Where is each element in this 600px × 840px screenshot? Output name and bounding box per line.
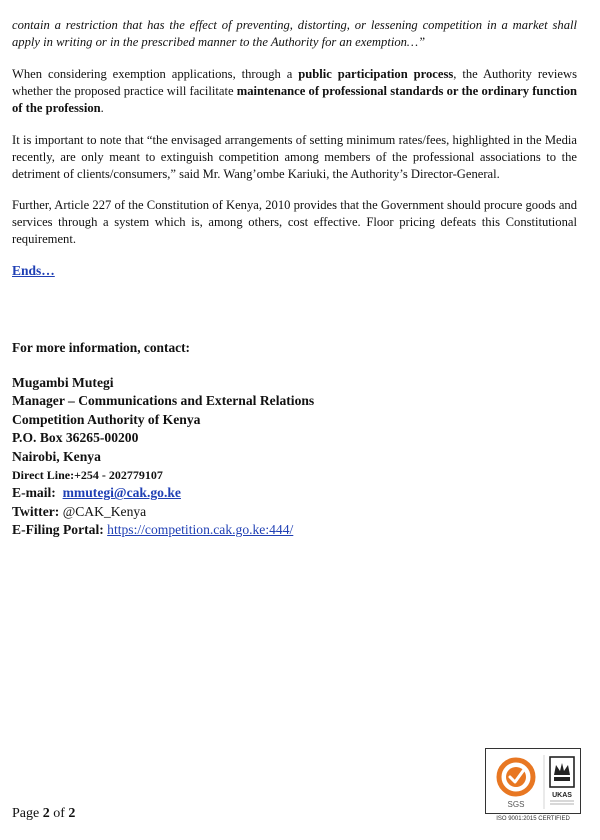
iso-certified-text: ISO 9001:2015 CERTIFIED: [496, 816, 570, 822]
contact-city: Nairobi, Kenya: [12, 448, 101, 464]
exemption-text-end: .: [100, 101, 104, 115]
ends-link[interactable]: Ends…: [12, 263, 55, 278]
page-current: 2: [42, 806, 50, 821]
contact-block: [12, 374, 314, 540]
page-number: [12, 806, 75, 822]
certification-logo-box: [485, 748, 581, 814]
sgs-label: SGS: [507, 800, 525, 809]
exemption-paragraph: [12, 66, 577, 117]
exemption-text-start: When considering exemption applications, through a: [12, 67, 299, 81]
contact-heading: For more information, contact:: [12, 340, 191, 355]
sgs-logo-icon: [499, 760, 533, 809]
portal-label: E-Filing Portal:: [12, 522, 104, 538]
of-word: of: [53, 806, 65, 821]
page-word: Page: [12, 806, 40, 821]
contact-title: Manager – Communications and External Relations: [12, 393, 315, 409]
contact-direct-line: Direct Line:+254 - 202779107: [12, 468, 163, 483]
contact-twitter-row: [12, 503, 314, 521]
twitter-label: Twitter:: [12, 503, 60, 519]
email-label: E-mail:: [12, 485, 56, 501]
iso-certification-badge: [485, 748, 581, 828]
public-participation-bold: public participation process: [298, 67, 454, 81]
director-quote-paragraph: It is important to note that “the envisaged arrangements of setting minimum rates/fees, highlighted in the Media recently, are only meant to extinguish competition among members of the professional associations to the detriment of clients/consumers,” said Mr. Wang’ombe Kariuki, the Authority’s Director-General.: [12, 133, 577, 181]
certification-logos: [486, 749, 582, 815]
contact-email-row: [12, 484, 314, 502]
contact-portal-row: [12, 521, 314, 539]
portal-link[interactable]: https://competition.cak.go.ke:444/: [107, 522, 294, 538]
contact-po-box: P.O. Box 36265-00200: [12, 430, 139, 446]
contact-name: Mugambi Mutegi: [12, 375, 114, 390]
twitter-handle: @CAK_Kenya: [62, 503, 147, 519]
professional-standards-bold: maintenance of professional standards or the ordinary function of the profession: [12, 84, 578, 115]
contact-org: Competition Authority of Kenya: [12, 411, 201, 427]
exemption-text-middle: , the Authority reviews whether the proposed practice will facilitate: [12, 67, 577, 98]
ukas-label: UKAS: [552, 792, 572, 799]
email-link[interactable]: mmutegi@cak.go.ke: [62, 485, 181, 501]
page-total: 2: [68, 806, 76, 821]
ukas-logo-icon: [550, 757, 574, 804]
constitution-paragraph: Further, Article 227 of the Constitution of Kenya, 2010 provides that the Government should procure goods and services through a system which is, among others, cost effective. Floor pricing defeats this Constitutional requirement.: [12, 198, 577, 246]
quote-paragraph: contain a restriction that has the effect of preventing, distorting, or lessening competition in a market shall apply in writing or in the prescribed manner to the Authority for an exemption…”: [12, 18, 577, 49]
